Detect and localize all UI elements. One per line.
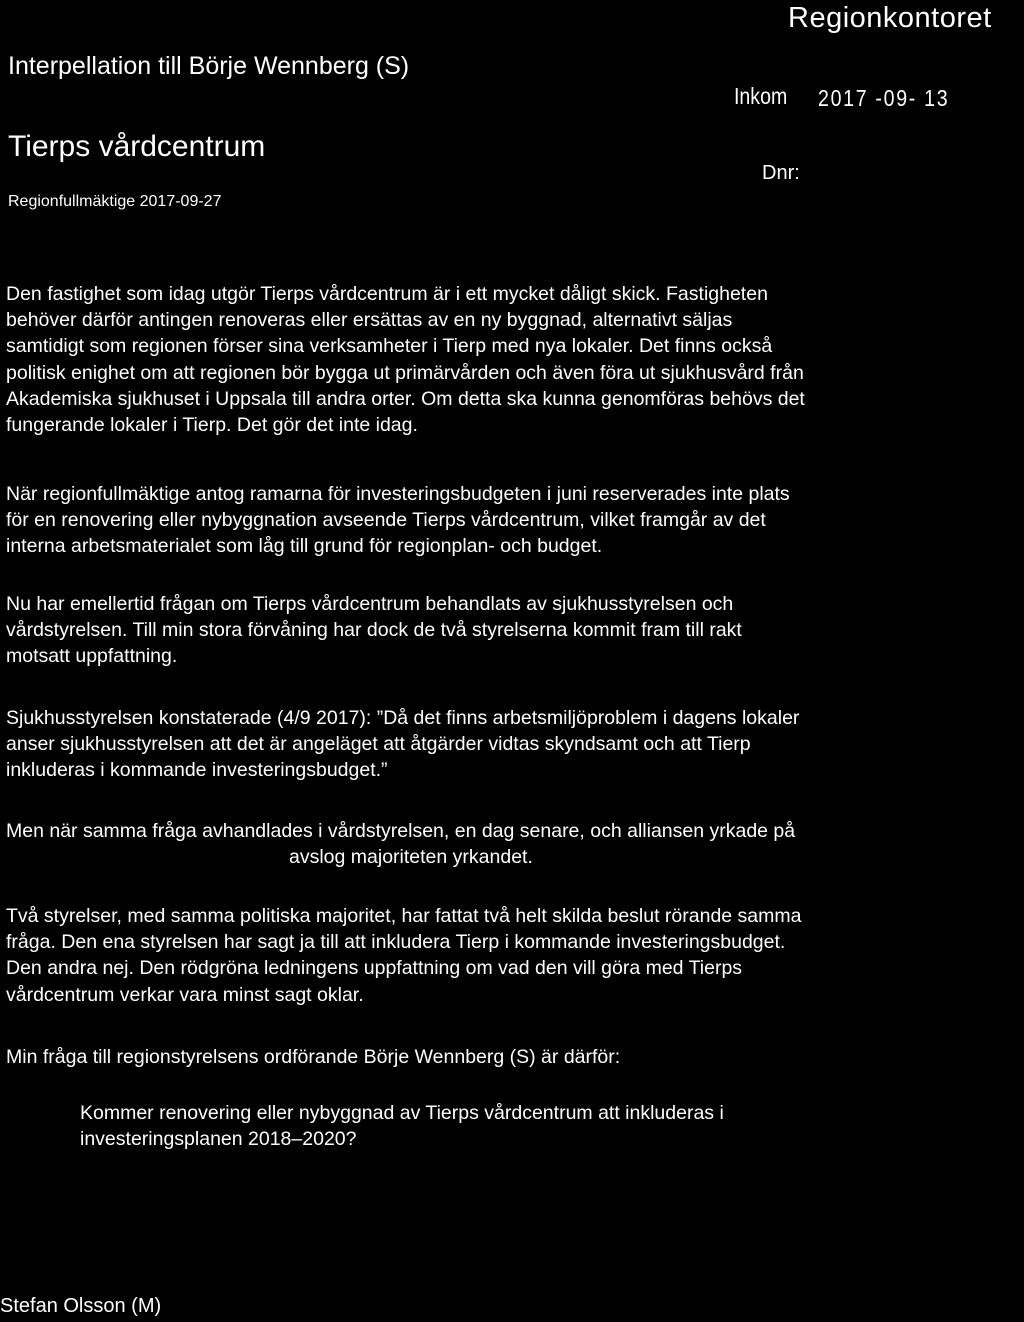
paragraph-line: Två styrelser, med samma politiska majoritet, har fattat två helt skilda beslut rörande samma (6, 905, 802, 927)
signature: Stefan Olsson (M) (0, 1295, 162, 1317)
question-line: Kommer renovering eller nybyggnad av Tierps vårdcentrum att inkluderas i (80, 1102, 724, 1124)
paragraph-3 (6, 591, 1018, 670)
paragraph-5 (6, 818, 1018, 870)
paragraph-line: vårdstyrelsen. Till min stora förvåning har dock de två styrelserna kommit fram till rakt (6, 619, 742, 642)
paragraph-line: interna arbetsmaterialet som låg till grund för regionplan- och budget. (6, 535, 603, 558)
paragraph-line: Den fastighet som idag utgör Tierps vårdcentrum är i ett mycket dåligt skick. Fastigheten (6, 283, 768, 305)
paragraph-line: När regionfullmäktige antog ramarna för investeringsbudgeten i juni reserverades inte plats (6, 483, 790, 505)
paragraph-line: vårdcentrum verkar vara minst sagt oklar. (6, 983, 364, 1006)
paragraph-line: Nu har emellertid frågan om Tierps vårdcentrum behandlats av sjukhusstyrelsen och (6, 593, 734, 615)
paragraph-7 (6, 1044, 1018, 1070)
paragraph-line: anser sjukhusstyrelsen att det är angeläget att åtgärder vidtas skyndsamt och att Tierp (6, 733, 751, 756)
paragraph-line: behöver därför antingen renoveras eller ersättas av en ny byggnad, alternativt säljas (6, 309, 733, 332)
paragraph-line: samtidigt som regionen förser sina verksamheter i Tierp med nya lokaler. Det finns också (6, 335, 773, 358)
meeting-info: Regionfullmäktige 2017-09-27 (8, 193, 222, 210)
paragraph-line: fråga. Den ena styrelsen har sagt ja till att inkludera Tierp i kommande investeringsbudget. (6, 931, 786, 954)
paragraph-line: avslog majoriteten yrkandet. (289, 846, 533, 869)
paragraph-line: Akademiska sjukhuset i Uppsala till andra orter. Om detta ska kunna genomföras behövs det (6, 387, 805, 410)
paragraph-2 (6, 481, 1018, 560)
paragraph-line: fungerande lokaler i Tierp. Det gör det inte idag. (6, 414, 418, 437)
paragraph-4 (6, 705, 1018, 784)
paragraph-line: Sjukhusstyrelsen konstaterade (4/9 2017): ”Då det finns arbetsmiljöproblem i dagens lokaler (6, 707, 800, 729)
document-type: Interpellation till Börje Wennberg (S) (8, 52, 410, 80)
interpellation-question (80, 1100, 724, 1152)
stamp-inkom-date: 2017 -09- 13 (818, 85, 950, 111)
stamp-organization: Regionkontoret (788, 2, 992, 34)
paragraph-line: för en renovering eller nybyggnation avseende Tierps vårdcentrum, vilket framgår av det (6, 509, 766, 532)
paragraph-6 (6, 903, 1018, 1008)
paragraph-line: inkluderas i kommande investeringsbudget.” (6, 759, 388, 782)
paragraph-line: Men när samma fråga avhandlades i vårdstyrelsen, en dag senare, och alliansen yrkade på (6, 820, 796, 842)
stamp-inkom-label: Inkom (734, 83, 788, 109)
paragraph-line: politisk enighet om att regionen bör bygga ut primärvården och även föra ut sjukhusvård från (6, 361, 804, 384)
stamp-dnr-label: Dnr: (762, 162, 800, 184)
paragraph-1 (6, 281, 1018, 438)
document-title: Tierps vårdcentrum (8, 130, 266, 163)
question-line: investeringsplanen 2018–2020? (80, 1128, 357, 1151)
paragraph-line: Min fråga till regionstyrelsens ordförande Börje Wennberg (S) är därför: (6, 1046, 621, 1068)
paragraph-line: Den andra nej. Den rödgröna ledningens uppfattning om vad den vill göra med Tierps (6, 957, 743, 980)
paragraph-line: motsatt uppfattning. (6, 645, 178, 668)
